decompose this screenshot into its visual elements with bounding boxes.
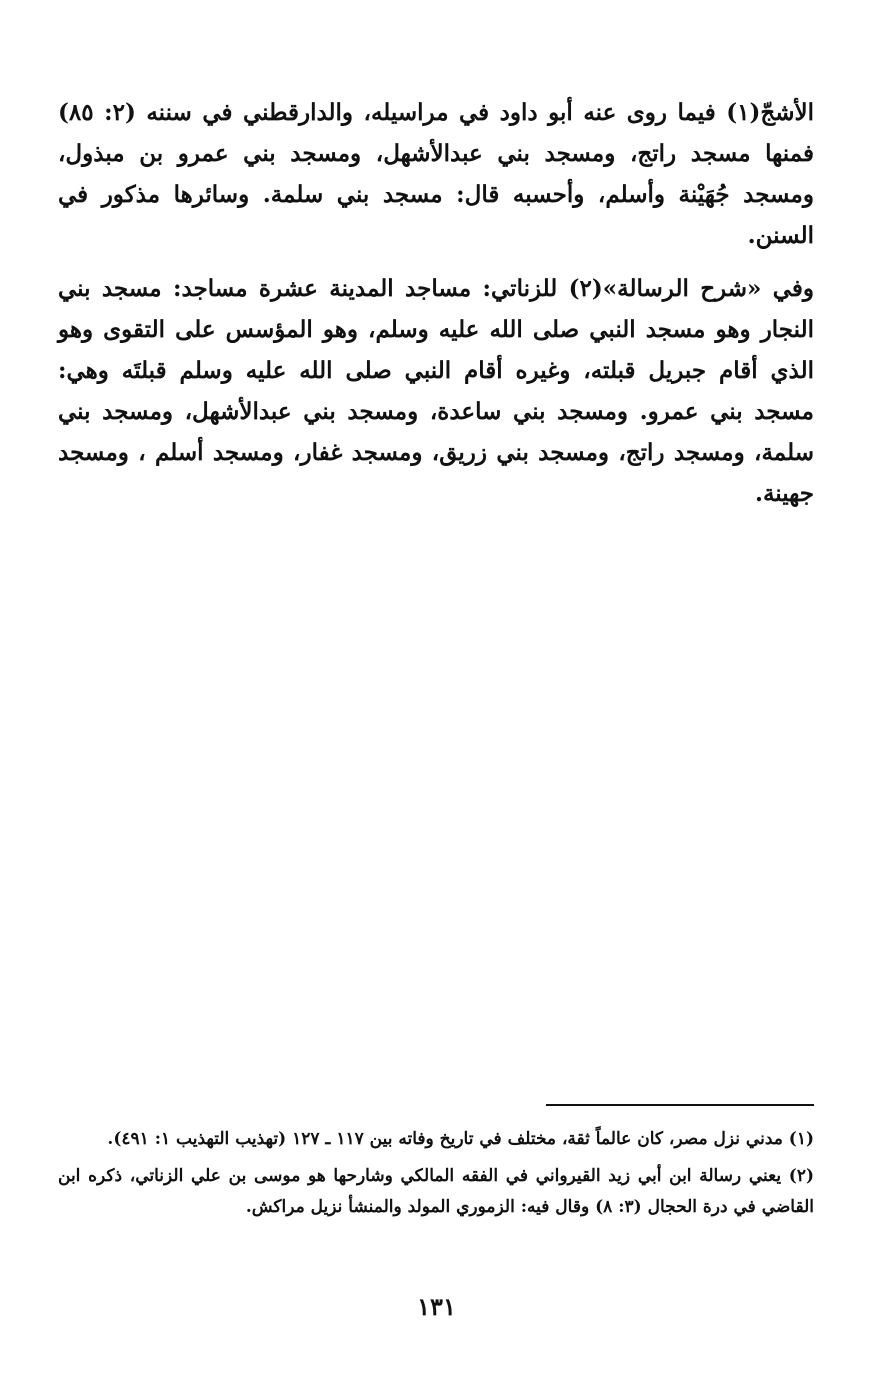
footnote-1: (١) مدني نزل مصر، كان عالماً ثقة، مختلف في تاريخ وفاته بين ١١٧ ـ ١٢٧ (تهذيب التهذيب ١: ٤٩١). (107, 1129, 814, 1149)
main-text (58, 92, 814, 514)
footnotes (58, 1124, 814, 1223)
paragraph-1: الأشجّ(١) فيما روى عنه أبو داود في مراسيله، والدارقطني في سننه (٢: ٨٥) فمنها مسجد راتج، ومسجد بني عبدالأشهل، ومسجد بني عمرو بن مبذول، ومسجد جُهَيْنة وأسلم، وأحسبه قال: مسجد بني سلمة. وسائرها مذكور في السنن. (58, 99, 815, 249)
paragraph-2: وفي «شرح الرسالة»(٢) للزناتي: مساجد المدينة عشرة مساجد: مسجد بني النجار وهو مسجد النبي صلى الله عليه وسلم، وهو المؤسس على التقوى وهو الذي أقام جبريل قبلته، وغيره أقام النبي صلى الله عليه وسلم قبلتَه وهي: مسجد بني عمرو. ومسجد بني ساعدة، ومسجد بني عبدالأشهل، ومسجد بني سلمة، ومسجد راتج، ومسجد بني زريق، ومسجد غفار، ومسجد أسلم ، ومسجد جهينة. (58, 275, 814, 507)
page-number: ١٣١ (417, 1292, 456, 1321)
footnote-separator (546, 1104, 814, 1106)
footnote-2: (٢) يعني رسالة ابن أبي زيد القيرواني في الفقه المالكي وشارحها هو موسى بن علي الزناتي، ذكره ابن القاضي في درة الحجال (٣: ٨) وقال فيه: الزموري المولد والمنشأ نزيل مراكش. (58, 1166, 814, 1217)
